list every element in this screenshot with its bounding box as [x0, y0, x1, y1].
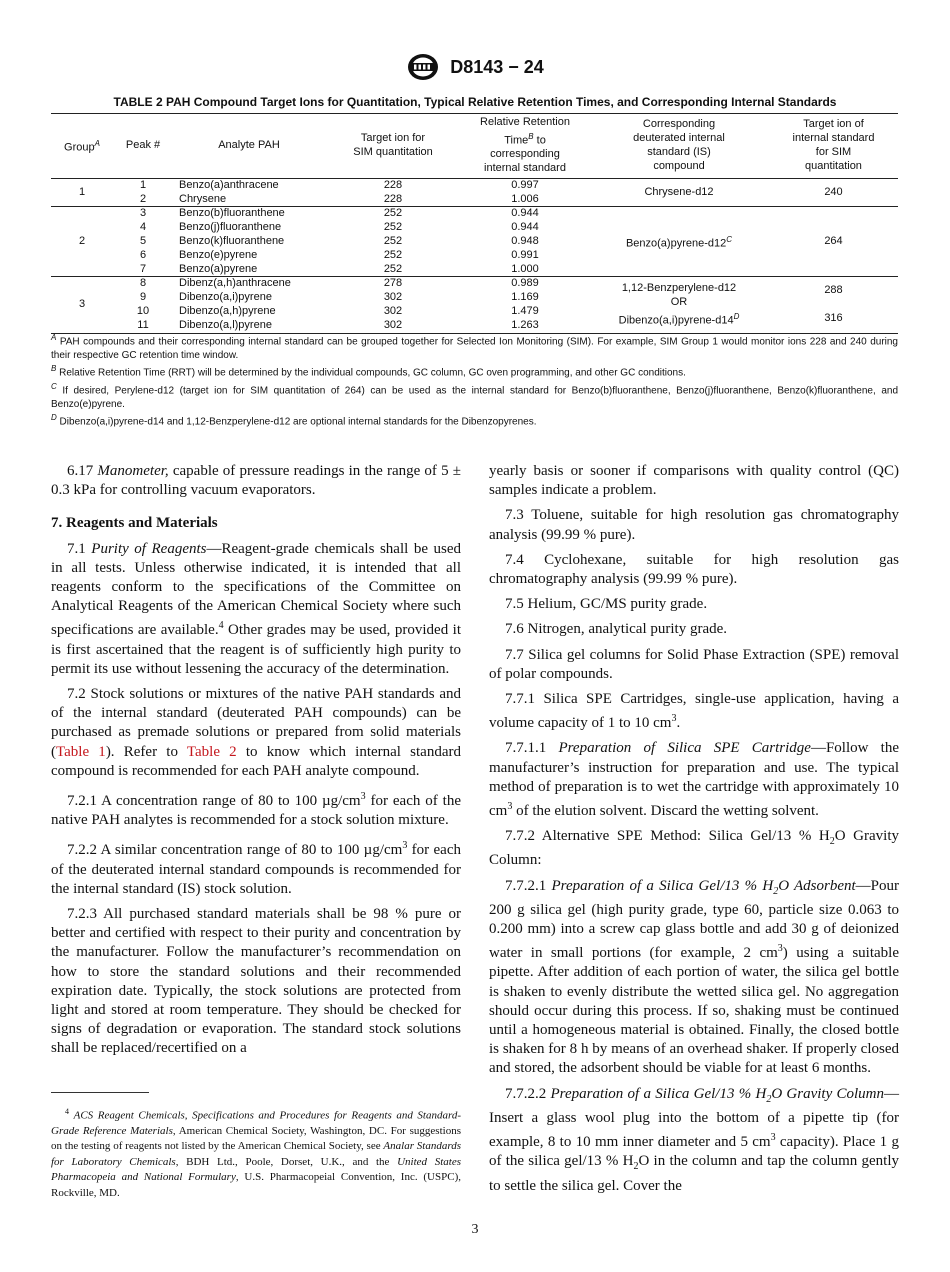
table-note-c: $^C$ If desired, Perylene-d12 (target ion for SIM quantitation of 264) can be used as the internal standard for Benzo(b)fluoranthene, Benzo(j)fluoranthene, Benzo(k)fluoranthene, and Benzo(e)pyrene.	[51, 382, 898, 410]
table-notes	[51, 331, 898, 429]
table-note-a: $^A$ PAH compounds and their corresponding internal standard can be grouped together for Selected Ion Monitoring (SIM). For example, SIM Group 1 would monitor ions 228 and 240 during their respective GC retention time window.	[51, 333, 898, 361]
is-ion-cell: 288 316	[769, 277, 898, 333]
table-row: 5 Benzo(k)fluoranthene 252 0.948	[139, 235, 539, 248]
group-cell: 3	[51, 277, 113, 333]
table-caption: TABLE 2 PAH Compound Target Ions for Quantitation, Typical Relative Retention Times, and Corresponding Internal Standards	[113, 95, 837, 109]
paragraph-7-7-1-1: 7.7.1.1 Preparation of Silica SPE Cartridge—Follow the manufacturer’s instruction for preparation and use. The typical method of preparation is to wet the cartridge with approximately 10 $cm^3$ of the elution solvent. Discard the wetting solvent.	[489, 740, 899, 820]
table-1-link[interactable]: Table 1	[56, 743, 106, 760]
paragraph-7-4: 7.4 Cyclohexane, suitable for high resolution gas chromatography analysis (99.99 % pure).	[489, 551, 899, 588]
table-row: 2 3 Benzo(b)fluoranthene 252 0.944 Benzo(a)pyrene-d12$^C$ 264	[51, 207, 898, 221]
paragraph-7-2-2: 7.2.2 A similar concentration range of 80 to 100 $\mu g/cm^3$ for each of the deuterated internal standard compounds is recommended for the internal standard (IS) stock solution.	[51, 840, 461, 897]
table-row: 4 Benzo(j)fluoranthene 252 0.944	[139, 221, 539, 234]
table-row: 9 Dibenzo(a,i)pyrene 302 1.169	[139, 291, 539, 304]
paragraph-7-5: 7.5 Helium, GC/MS purity grade.	[505, 596, 708, 613]
right-column	[489, 462, 899, 1202]
col-peak: Peak #	[113, 114, 173, 179]
paragraph-7-7-2-1: 7.7.2.1 Preparation of a Silica Gel/13 % $H_2O$ Adsorbent—Pour 200 g silica gel (high purity grade, type 60, particle size 0.063 to 0.200 mm) into a screw cap glass bottle and add 30 g of deionized water in small portions (for example, 2 $cm^3$) using a suitable pipette. After addition of each portion of water, the silica gel bottle is shaken to evenly distribute the wetted silica gel. No aggregation should occur during this process. If so, shaking must be continued until a homogeneous material is obtained. Finally, the closed bottle is shaken for 8 h by means of an overhead shaker. If properly closed and stored, the adsorbent should be viable for at least 6 months.	[489, 877, 899, 1077]
table-row: 7 Benzo(a)pyrene 252 1.000	[51, 263, 898, 277]
paragraph-6-17: 6.17 Manometer, capable of pressure readings in the range of 5 ± 0.3 kPa for controlling vacuum evaporators.	[51, 463, 461, 499]
astm-logo	[406, 52, 440, 82]
left-column	[51, 462, 461, 1065]
paragraph-7-7-1: 7.7.1 Silica SPE Cartridges, single-use application, having a volume capacity of 1 to 10 $cm^3$.	[489, 691, 899, 732]
document-designation: D8143 − 24	[450, 56, 544, 77]
table-note-d: $^D$ Dibenzo(a,i)pyrene-d14 and 1,12-Benzperylene-d12 are optional internal standards for the Dibenzopyrenes.	[51, 413, 537, 428]
col-rrt: Relative Retention Time$^B$ to corresponding internal standard	[461, 114, 589, 179]
paragraph-7-2-3: 7.2.3 All purchased standard materials shall be 98 % pure or better and certified with respect to their purity and concentration by the manufacturer. Follow the manufacturer’s recommendation on how to store the standard solutions and their recommended expiration date. Typically, the stock solutions are protected from light and stored at room temperature. They should be checked for signs of degradation or evaporation. The standard stock solutions shall be replaced/recertified on a	[51, 906, 461, 1057]
table-row: 6 Benzo(e)pyrene 252 0.991	[139, 248, 539, 261]
footnote-divider	[51, 1092, 149, 1093]
is-ion-cell: 240	[769, 178, 898, 207]
col-analyte: Analyte PAH	[173, 114, 325, 179]
page-number: 3	[471, 1222, 479, 1237]
is-compound-cell: 1,12-Benzperylene-d12 OR Dibenzo(a,i)pyrene-d14$^D$	[589, 277, 769, 333]
paragraph-7-7-2-2: 7.7.2.2 Preparation of a Silica Gel/13 % $H_2O$ Gravity Column—Insert a glass wool plug into the bottom of a pipette tip (for example, 8 to 10 mm inner diameter and 5 $cm^3$ capacity). Place 1 g of the silica gel/13 % $H_2O$ in the column and tap the column gently to settle the silica gel. Cover the	[489, 1085, 899, 1194]
section-heading-7: 7. Reagents and Materials	[51, 515, 218, 532]
col-target-ion: Target ion for SIM quantitation	[325, 114, 461, 179]
paragraph-7-3: 7.3 Toluene, suitable for high resolution gas chromatography analysis (99.99 % pure).	[489, 507, 899, 543]
paragraph-7-2-1: 7.2.1 A concentration range of 80 to 100 $\mu g/cm^3$ for each of the native PAH analytes is recommended for a stock solution mixture.	[51, 791, 461, 829]
paragraph-continued: yearly basis or sooner if comparisons with quality control (QC) samples indicate a problem.	[489, 463, 899, 499]
group-cell: 1	[51, 178, 113, 207]
footnote-4: $^4$ ACS Reagent Chemicals, Specifications and Procedures for Reagents and Standard-Grade Reference Materials, American Chemical Society, Washington, DC. For suggestions on the testing of reagents not listed by the American Chemical Society, see Analar Standards for Laboratory Chemicals, BDH Ltd., Poole, Dorset, U.K., and the United States Pharmacopeia and National Formulary, U.S. Pharmacopeial Convention, Inc. (USPC), Rockville, MD.	[51, 1107, 462, 1199]
paragraph-7-2: 7.2 Stock solutions or mixtures of the native PAH standards and of the internal standard (deuterated PAH compounds) can be purchased as premade solutions or prepared from solid materials (Table 1). Refer to Table 2 to know which internal standard compound is recommended for each PAH analyte compound.	[51, 686, 461, 779]
paragraph-7-7-2: 7.7.2 Alternative SPE Method: Silica Gel/13 % $H_2O$ Gravity Column:	[489, 828, 899, 869]
is-ion-cell: 264	[769, 207, 898, 277]
pah-table	[51, 113, 898, 334]
table-header-row	[51, 114, 898, 179]
paragraph-7-6: 7.6 Nitrogen, analytical purity grade.	[505, 621, 728, 638]
paragraph-7-7: 7.7 Silica gel columns for Solid Phase Extraction (SPE) removal of polar compounds.	[489, 646, 899, 682]
table-row: 2 Chrysene 228 1.006	[51, 193, 898, 207]
col-group: Group$^A$	[51, 114, 113, 179]
col-is-ion: Target ion of internal standard for SIM quantitation	[769, 114, 898, 179]
col-is-compound: Corresponding deuterated internal standard (IS) compound	[589, 114, 769, 179]
group-cell: 2	[51, 207, 113, 277]
paragraph-7-1: 7.1 Purity of Reagents—Reagent-grade chemicals shall be used in all tests. Unless otherwise indicated, it is intended that all reagents conform to the specifications of the Committee on Analytical Reagents of the American Chemical Society where such specifications are available.$^4$ Other grades may be used, provided it is first ascertained that the reagent is of sufficiently high purity to permit its use without lessening the accuracy of the determination.	[51, 540, 461, 677]
is-compound-cell: Benzo(a)pyrene-d12$^C$	[589, 207, 769, 277]
table-row: 3 8 Dibenz(a,h)anthracene 278 0.989 1,12-Benzperylene-d12 OR Dibenzo(a,i)pyrene-d14$^D$ 288 316	[51, 277, 898, 291]
table-row: 11 Dibenzo(a,l)pyrene 302 1.263	[51, 319, 898, 333]
table-row: 1 1 Benzo(a)anthracene 228 0.997 Chrysene-d12 240	[51, 178, 898, 192]
table-row: 10 Dibenzo(a,h)pyrene 302 1.479	[136, 305, 539, 318]
page-header	[0, 52, 950, 82]
table-2-link[interactable]: Table 2	[186, 743, 237, 760]
is-compound-cell: Chrysene-d12	[589, 178, 769, 207]
footnote-ref-4[interactable]: 4	[218, 620, 224, 632]
table-note-b: $^B$ Relative Retention Time (RRT) will be determined by the individual compounds, GC column, GC oven programming, and other GC conditions.	[51, 364, 686, 379]
